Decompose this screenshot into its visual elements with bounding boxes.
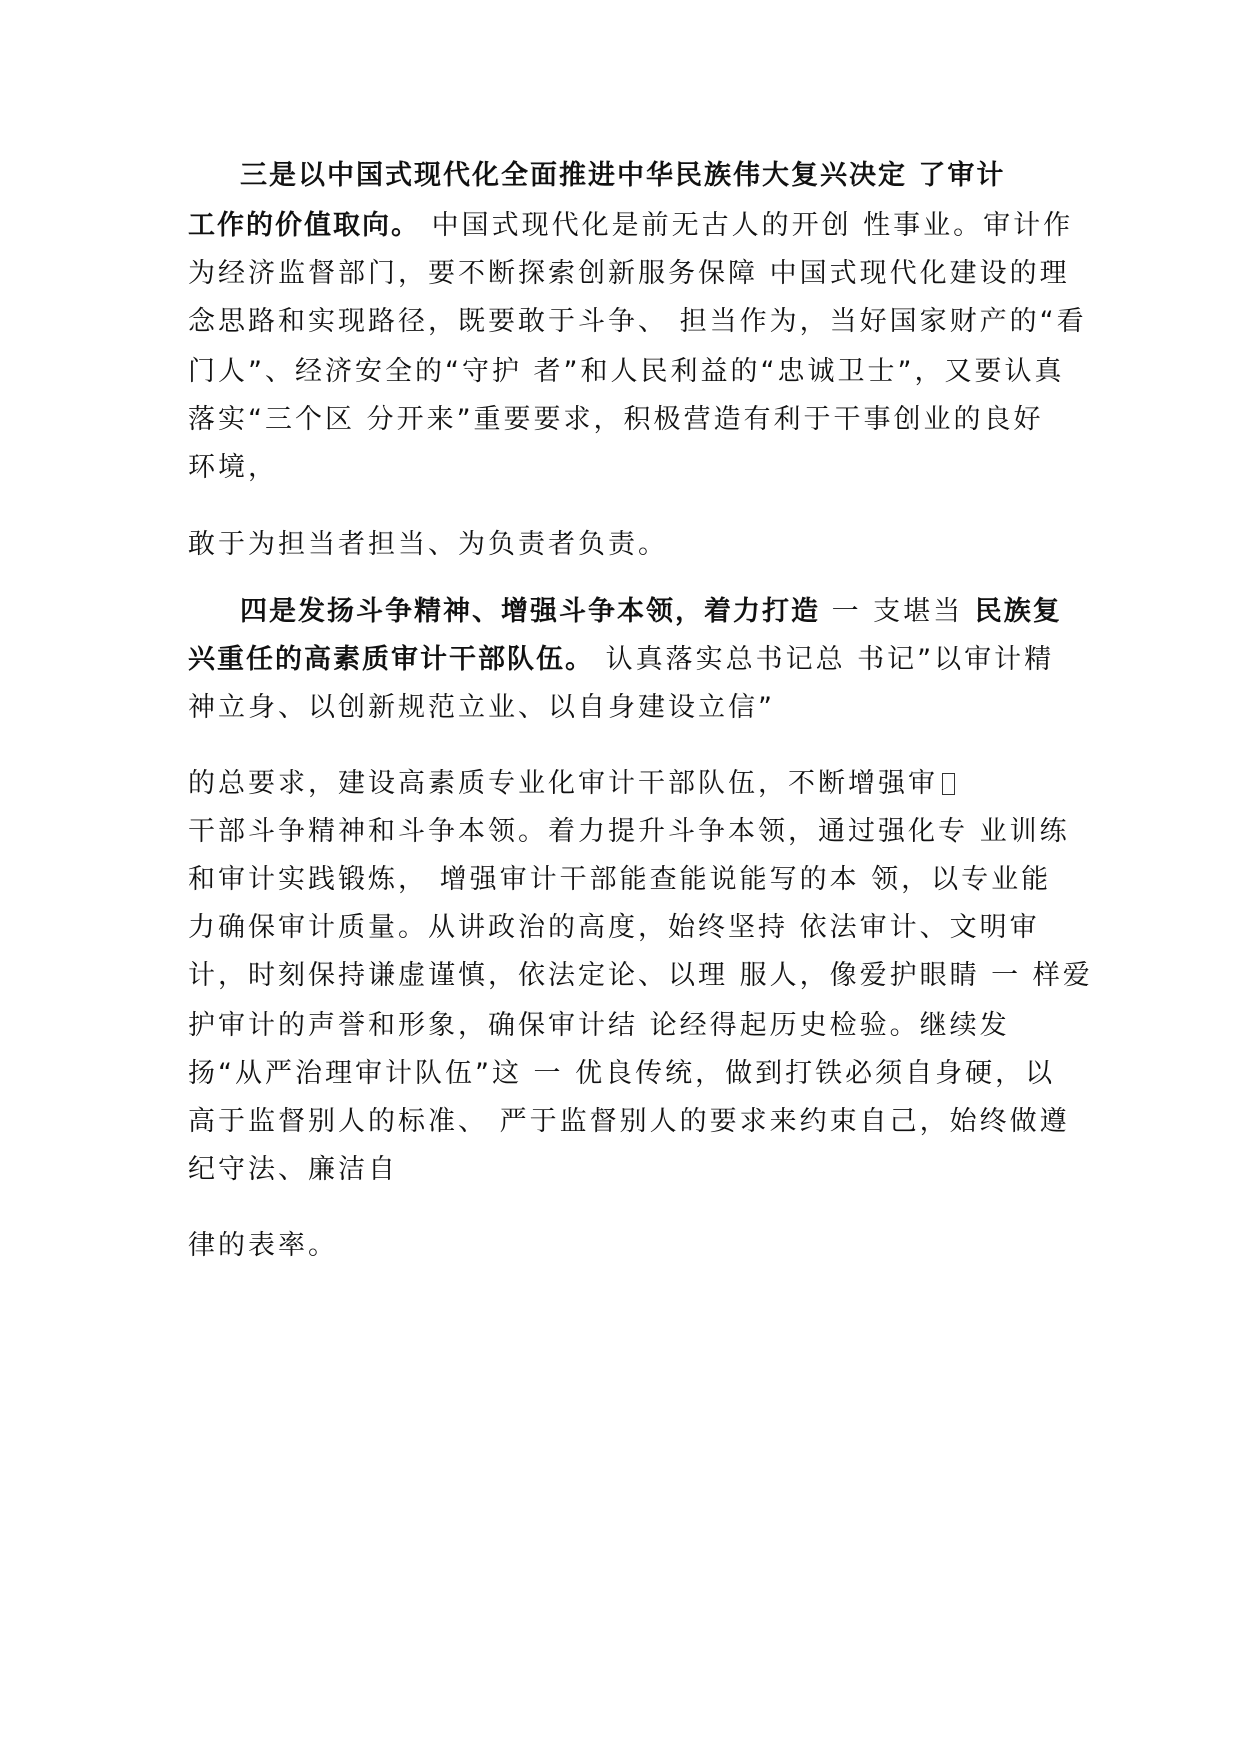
para3-heading-part2: 工作的价值取向。 [188, 210, 420, 241]
para3-line5: 门人”、经济安全的“守护 者”和人民利益的“忠诚卫士”，又要认真 [188, 356, 1065, 387]
para3-line8: 敢于为担当者担当、为负责者负责。 [188, 529, 668, 560]
para4-line7: 力确保审计质量。从讲政治的高度，始终坚持 依法审计、文明审 [188, 912, 1040, 943]
para3-line2 [188, 208, 1073, 244]
para4-line1 [240, 594, 1062, 630]
para4-line12: 纪守法、廉洁自 [188, 1154, 398, 1185]
para4-line3: 神立身、以创新规范立业、以自身建设立信” [188, 692, 775, 723]
para4-line5: 干部斗争精神和斗争本领。着力提升斗争本领，通过强化专 业训练 [188, 816, 1070, 847]
para4-line9: 护审计的声誉和形象，确保审计结 论经得起历史检验。继续发 [188, 1010, 1010, 1041]
para4-line4 [188, 766, 955, 802]
para4-text: 认真落实总书记总 书记”以审计精 [594, 644, 1055, 675]
para4-heading-part1-end: 民族复 [974, 596, 1062, 627]
para3-text: 中国式现代化是前无古人的开创 性事业。审计作 [420, 210, 1074, 241]
para3-line1 [240, 158, 1005, 194]
para4-line6: 和审计实践锻炼， 增强审计干部能查能说能写的本 领，以专业能 [188, 864, 1052, 895]
para4-heading-part1: 四是发扬斗争精神、增强斗争本领，着力打造 [240, 596, 820, 627]
para4-line2 [188, 642, 1054, 678]
para4-line13: 律的表率。 [188, 1230, 338, 1261]
para4-heading-part2: 兴重任的高素质审计干部队伍。 [188, 644, 594, 675]
missing-glyph-box [942, 773, 955, 795]
para4-line10: 扬“从严治理审计队伍”这 一 优良传统，做到打铁必须自身硬，以 [188, 1058, 1056, 1089]
para4-line8: 计，时刻保持谦虚谨慎，依法定论、以理 服人，像爱护眼睛 一 样爱 [188, 960, 1093, 991]
para3-line6: 落实“三个区 分开来”重要要求，积极营造有利于干事创业的良好 [188, 404, 1044, 435]
para3-line7: 环境， [188, 452, 278, 483]
para4-line4-text: 的总要求，建设高素质专业化审计干部队伍，不断增强审 [188, 768, 938, 799]
para3-line4: 念思路和实现路径，既要敢于斗争、 担当作为，当好国家财产的“看 [188, 306, 1087, 337]
para4-line11: 高于监督别人的标准、 严于监督别人的要求来约束自己，始终做遵 [188, 1106, 1070, 1137]
para3-line3: 为经济监督部门，要不断探索创新服务保障 中国式现代化建设的理 [188, 258, 1070, 289]
para4-heading-regular: 一 支堪当 [820, 596, 975, 627]
para3-heading-part1: 三是以中国式现代化全面推进中华民族伟大复兴决定 了审计 [240, 160, 1006, 191]
